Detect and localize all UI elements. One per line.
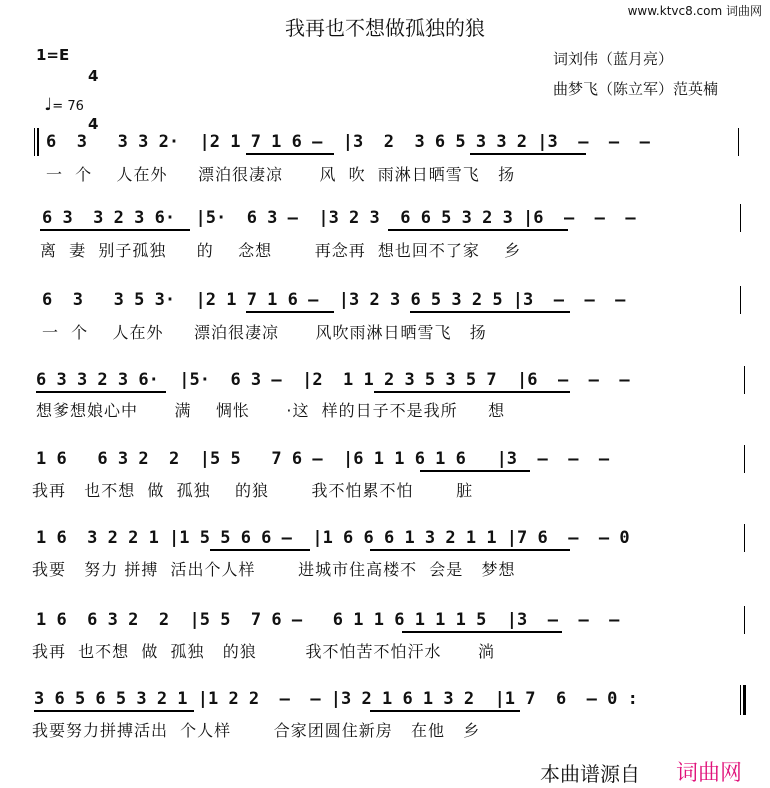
notes-row-8: 3 6 5 6 5 3 2 1 |1 2 2 – – |3 2 1 6 1 3 2 |1 7 6 – 0 : [34,689,638,709]
repeat-start-barline-thick [37,128,39,156]
beam-line [370,549,570,551]
barline [744,445,745,473]
site-watermark: www.ktvc8.com 词曲网 [627,4,762,18]
lyrics-row-2: 离 妻 别子孤独 的 念想 再念再 想也回不了家 乡 [40,241,522,260]
beam-line [402,631,562,633]
beam-line [246,311,334,313]
beam-line [210,549,310,551]
lyrics-row-6: 我要 努力 拼搏 活出个人样 进城市住高楼不 会是 梦想 [32,560,516,579]
barline [744,524,745,552]
beam-line [370,710,520,712]
beam-line [34,710,194,712]
tempo-value: = 76 [52,99,84,114]
song-title: 我再也不想做孤独的狼 [285,16,485,40]
lyrics-row-4: 想爹想娘心中 满 惆怅 ·这 样的日子不是我所 想 [36,401,506,420]
lyrics-row-5: 我再 也不想 做 孤独 的狼 我不怕累不怕 脏 [32,481,474,500]
barline [740,204,741,232]
lyrics-row-8: 我要努力拼搏活出 个人样 合家团圆住新房 在他 乡 [32,721,481,740]
barline [740,286,741,314]
barline [744,606,745,634]
quarter-note-icon: ♩ [44,95,53,115]
composer-credit: 曲梦飞（陈立军）范英楠 [553,80,719,98]
notes-row-2: 6 3 3 2 3 6· |5· 6 3 – |3 2 3 6 6 5 3 2 3 |6 – – – [42,208,636,228]
barline [738,128,739,156]
tempo-marking [36,80,84,115]
notes-row-5: 1 6 6 3 2 2 |5 5 7 6 – |6 1 1 6 1 6 |3 – – – [36,449,610,469]
repeat-start-barline [34,128,35,156]
beam-line [388,229,568,231]
beam-line [246,153,334,155]
notes-row-7: 1 6 6 3 2 2 |5 5 7 6 – 6 1 1 6 1 1 1 5 |3 – – – [36,610,620,630]
notes-row-3: 6 3 3 5 3· |2 1 7 1 6 – |3 2 3 6 5 3 2 5 |3 – – – [42,290,626,310]
repeat-end-barline [740,685,741,715]
barline [744,366,745,394]
beam-line [410,311,570,313]
beam-line [470,153,586,155]
time-signature-bottom: 4 [88,115,99,133]
lyrics-row-7: 我再 也不想 做 孤独 的狼 我不怕苦不怕汗水 淌 [32,642,495,661]
lyrics-row-1: 一 个 人在外 漂泊很凄凉 风 吹 雨淋日晒雪飞 扬 [46,165,516,184]
beam-line [36,391,166,393]
footer-brand-logo[interactable]: 词曲网 [676,761,743,786]
beam-line [420,470,530,472]
time-signature-top: 4 [88,67,99,85]
beam-line [374,391,570,393]
lyricist-credit: 词刘伟（蓝月亮） [553,50,674,68]
beam-line [40,229,190,231]
lyrics-row-3: 一 个 人在外 漂泊很凄凉 风吹雨淋日晒雪飞 扬 [42,323,487,342]
repeat-end-barline-thick [743,685,746,715]
notes-row-6: 1 6 3 2 2 1 |1 5 5 6 6 – |1 6 6 6 1 3 2 1 1 |7 6 – – 0 [36,528,630,548]
footer-source-text: 本曲谱源自 [540,762,640,786]
notes-row-1: 6 3 3 3 2· |2 1 7 1 6 – |3 2 3 6 5 3 3 2 |3 – – – [46,132,650,152]
key-signature: 1=E [36,46,70,64]
notes-row-4: 6 3 3 2 3 6· |5· 6 3 – |2 1 1 2 3 5 3 5 7 |6 – – – [36,370,630,390]
